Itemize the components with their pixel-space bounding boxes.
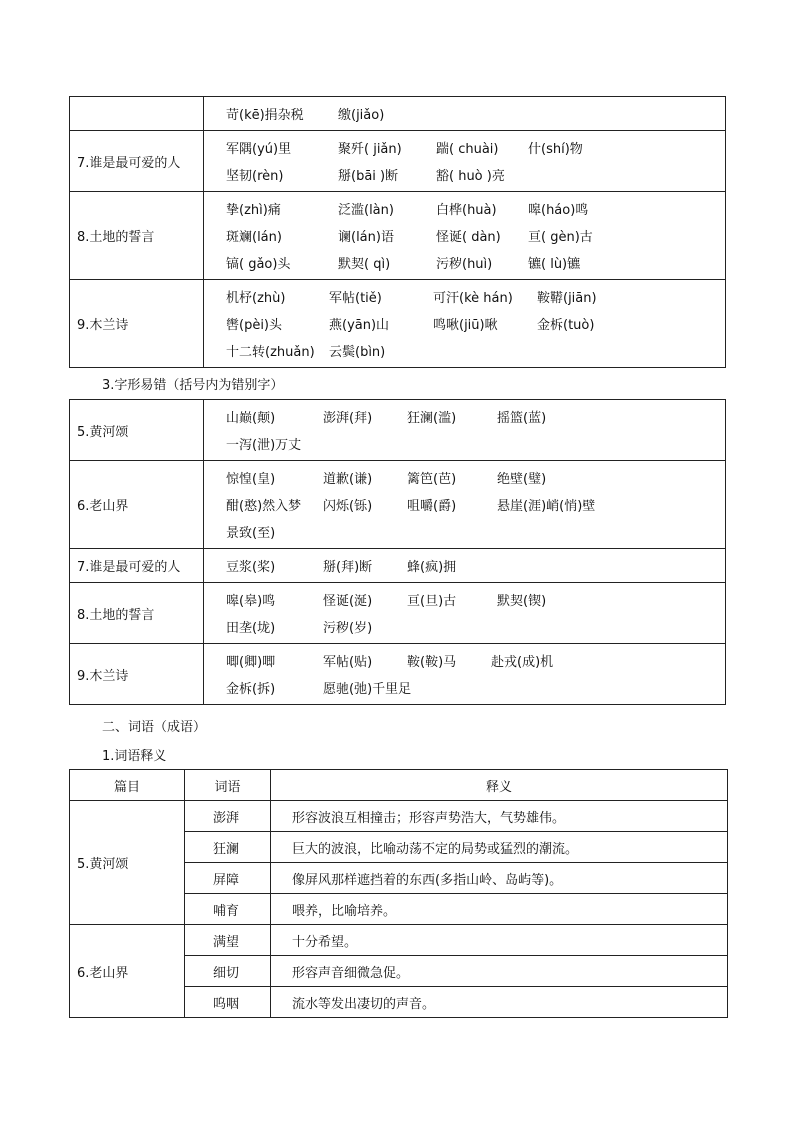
table-row bbox=[70, 192, 726, 280]
table-row bbox=[70, 461, 726, 549]
word-list bbox=[204, 644, 726, 705]
word-item: 掰(拜)断 bbox=[323, 560, 373, 575]
word-item: 道歉(谦) bbox=[323, 472, 373, 487]
table-row bbox=[70, 280, 726, 368]
word-item: 怪诞(涎) bbox=[323, 594, 373, 609]
vocab-word: 满望 bbox=[185, 925, 271, 956]
word-line bbox=[226, 222, 725, 249]
word-line bbox=[226, 674, 725, 701]
word-line bbox=[226, 249, 725, 276]
table-row bbox=[70, 97, 726, 131]
vocab-word: 细切 bbox=[185, 956, 271, 987]
word-item: 踹( chuài) bbox=[436, 142, 499, 157]
word-item: 嗥(皋)鸣 bbox=[226, 594, 276, 609]
definition-table bbox=[69, 769, 728, 1018]
chapter-label: 6.老山界 bbox=[70, 925, 185, 1018]
word-list bbox=[204, 400, 726, 461]
word-item: 军隅(yú)里 bbox=[226, 142, 292, 157]
chapter-label: 6.老山界 bbox=[70, 461, 204, 549]
vocab-definition: 像屏风那样遮挡着的东西(多指山岭、岛屿等)。 bbox=[271, 863, 728, 894]
header-word: 词语 bbox=[185, 770, 271, 801]
word-item: 白桦(huà) bbox=[436, 203, 497, 218]
pronunciation-table bbox=[69, 96, 726, 368]
word-item: 金柝(拆) bbox=[226, 682, 276, 697]
word-item: 酣(憨)然入梦 bbox=[226, 499, 302, 514]
word-item: 惊惶(皇) bbox=[226, 472, 276, 487]
word-item: 机杼(zhù) bbox=[226, 291, 286, 306]
word-item: 镐( gǎo)头 bbox=[226, 257, 291, 272]
vocab-definition: 流水等发出凄切的声音。 bbox=[271, 987, 728, 1018]
word-item: 豆浆(桨) bbox=[226, 560, 276, 575]
vocab-definition: 形容声音细微急促。 bbox=[271, 956, 728, 987]
word-line bbox=[226, 430, 725, 457]
word-item: 豁( huò )亮 bbox=[436, 169, 505, 184]
word-line bbox=[226, 337, 725, 364]
section-heading-definitions: 1.词语释义 bbox=[102, 749, 167, 764]
table-row bbox=[70, 801, 728, 832]
word-item: 悬崖(涯)峭(悄)壁 bbox=[497, 499, 596, 514]
word-line bbox=[226, 613, 725, 640]
word-item: 蜂(疯)拥 bbox=[407, 560, 457, 575]
vocab-word: 狂澜 bbox=[185, 832, 271, 863]
word-item: 鞍(鞍)马 bbox=[407, 655, 457, 670]
word-item: 泛滥(làn) bbox=[338, 203, 394, 218]
word-line bbox=[226, 161, 725, 188]
word-line bbox=[226, 552, 725, 579]
vocab-word: 呜咽 bbox=[185, 987, 271, 1018]
word-item: 聚歼( jiǎn) bbox=[338, 142, 402, 157]
word-line bbox=[226, 134, 725, 161]
chapter-label: 7.谁是最可爱的人 bbox=[70, 131, 204, 192]
table-row bbox=[70, 400, 726, 461]
word-list bbox=[204, 461, 726, 549]
chapter-label: 5.黄河颂 bbox=[70, 801, 185, 925]
table-row bbox=[70, 549, 726, 583]
word-line bbox=[226, 195, 725, 222]
chapter-label: 9.木兰诗 bbox=[70, 280, 204, 368]
word-list bbox=[204, 97, 726, 131]
word-item: 挚(zhì)痛 bbox=[226, 203, 281, 218]
word-item: 狂澜(滥) bbox=[407, 411, 457, 426]
word-line bbox=[226, 310, 725, 337]
word-item: 山巅(颠) bbox=[226, 411, 276, 426]
word-item: 澎湃(拜) bbox=[323, 411, 373, 426]
word-item: 鸣啾(jiū)啾 bbox=[433, 318, 498, 333]
word-item: 燕(yān)山 bbox=[329, 318, 390, 333]
word-item: 军帖(贴) bbox=[323, 655, 373, 670]
vocab-definition: 形容波浪互相撞击；形容声势浩大，气势雄伟。 bbox=[271, 801, 728, 832]
word-item: 斑斓(lán) bbox=[226, 230, 282, 245]
word-list bbox=[204, 280, 726, 368]
word-item: 可汗(kè hán) bbox=[433, 291, 513, 306]
word-item: 辔(pèi)头 bbox=[226, 318, 283, 333]
vocab-definition: 喂养，比喻培养。 bbox=[271, 894, 728, 925]
word-list bbox=[204, 583, 726, 644]
word-item: 谰(lán)语 bbox=[338, 230, 394, 245]
word-item: 坚韧(rèn) bbox=[226, 169, 284, 184]
section-heading-glyph-errors: 3.字形易错（括号内为错别字） bbox=[102, 378, 284, 393]
word-item: 鞍鞯(jiān) bbox=[537, 291, 597, 306]
word-item: 云鬓(bìn) bbox=[329, 345, 386, 360]
word-list bbox=[204, 131, 726, 192]
word-line bbox=[226, 518, 725, 545]
word-item: 十二转(zhuǎn) bbox=[226, 345, 315, 360]
word-item: 亘(旦)古 bbox=[407, 594, 457, 609]
word-item: 景致(至) bbox=[226, 526, 276, 541]
vocab-definition: 巨大的波浪，比喻动荡不定的局势或猛烈的潮流。 bbox=[271, 832, 728, 863]
word-item: 默契( qì) bbox=[338, 257, 391, 272]
header-definition: 释义 bbox=[271, 770, 728, 801]
word-item: 咀嚼(爵) bbox=[407, 499, 457, 514]
word-item: 缴(jiǎo) bbox=[338, 108, 385, 123]
glyph-error-table bbox=[69, 399, 726, 705]
word-line bbox=[226, 464, 725, 491]
word-item: 绝壁(璧) bbox=[497, 472, 547, 487]
word-item: 污秽(岁) bbox=[323, 621, 373, 636]
vocab-word: 哺育 bbox=[185, 894, 271, 925]
word-line bbox=[226, 647, 725, 674]
section-heading-vocabulary: 二、词语（成语） bbox=[102, 720, 207, 735]
word-item: 怪诞( dàn) bbox=[436, 230, 501, 245]
vocab-definition: 十分希望。 bbox=[271, 925, 728, 956]
chapter-label: 5.黄河颂 bbox=[70, 400, 204, 461]
table-row bbox=[70, 925, 728, 956]
word-item: 赴戎(成)机 bbox=[491, 655, 554, 670]
vocab-word: 澎湃 bbox=[185, 801, 271, 832]
word-list bbox=[204, 192, 726, 280]
word-item: 亘( gèn)古 bbox=[528, 230, 593, 245]
word-line bbox=[226, 403, 725, 430]
word-item: 闪烁(铄) bbox=[323, 499, 373, 514]
word-line bbox=[226, 283, 725, 310]
word-item: 篱笆(芭) bbox=[407, 472, 457, 487]
header-chapter: 篇目 bbox=[70, 770, 185, 801]
word-item: 田垄(垅) bbox=[226, 621, 276, 636]
table-row bbox=[70, 131, 726, 192]
word-item: 嗥(háo)鸣 bbox=[528, 203, 589, 218]
table-row bbox=[70, 644, 726, 705]
word-item: 愿驰(弛)千里足 bbox=[323, 682, 412, 697]
word-item: 唧(卿)唧 bbox=[226, 655, 276, 670]
word-list bbox=[204, 549, 726, 583]
word-item: 掰(bāi )断 bbox=[338, 169, 399, 184]
chapter-label: 8.土地的誓言 bbox=[70, 192, 204, 280]
word-item: 金柝(tuò) bbox=[537, 318, 595, 333]
chapter-label bbox=[70, 97, 204, 131]
table-row bbox=[70, 583, 726, 644]
word-item: 军帖(tiě) bbox=[329, 291, 382, 306]
word-line bbox=[226, 586, 725, 613]
chapter-label: 7.谁是最可爱的人 bbox=[70, 549, 204, 583]
chapter-label: 9.木兰诗 bbox=[70, 644, 204, 705]
chapter-label: 8.土地的誓言 bbox=[70, 583, 204, 644]
word-item: 苛(kē)捐杂税 bbox=[226, 108, 304, 123]
vocab-word: 屏障 bbox=[185, 863, 271, 894]
word-item: 什(shí)物 bbox=[528, 142, 583, 157]
word-item: 摇篮(蓝) bbox=[497, 411, 547, 426]
word-line bbox=[226, 100, 725, 127]
word-item: 镳( lù)镳 bbox=[528, 257, 581, 272]
word-item: 一泻(泄)万丈 bbox=[226, 438, 302, 453]
word-item: 污秽(huì) bbox=[436, 257, 493, 272]
word-line bbox=[226, 491, 725, 518]
word-item: 默契(锲) bbox=[497, 594, 547, 609]
